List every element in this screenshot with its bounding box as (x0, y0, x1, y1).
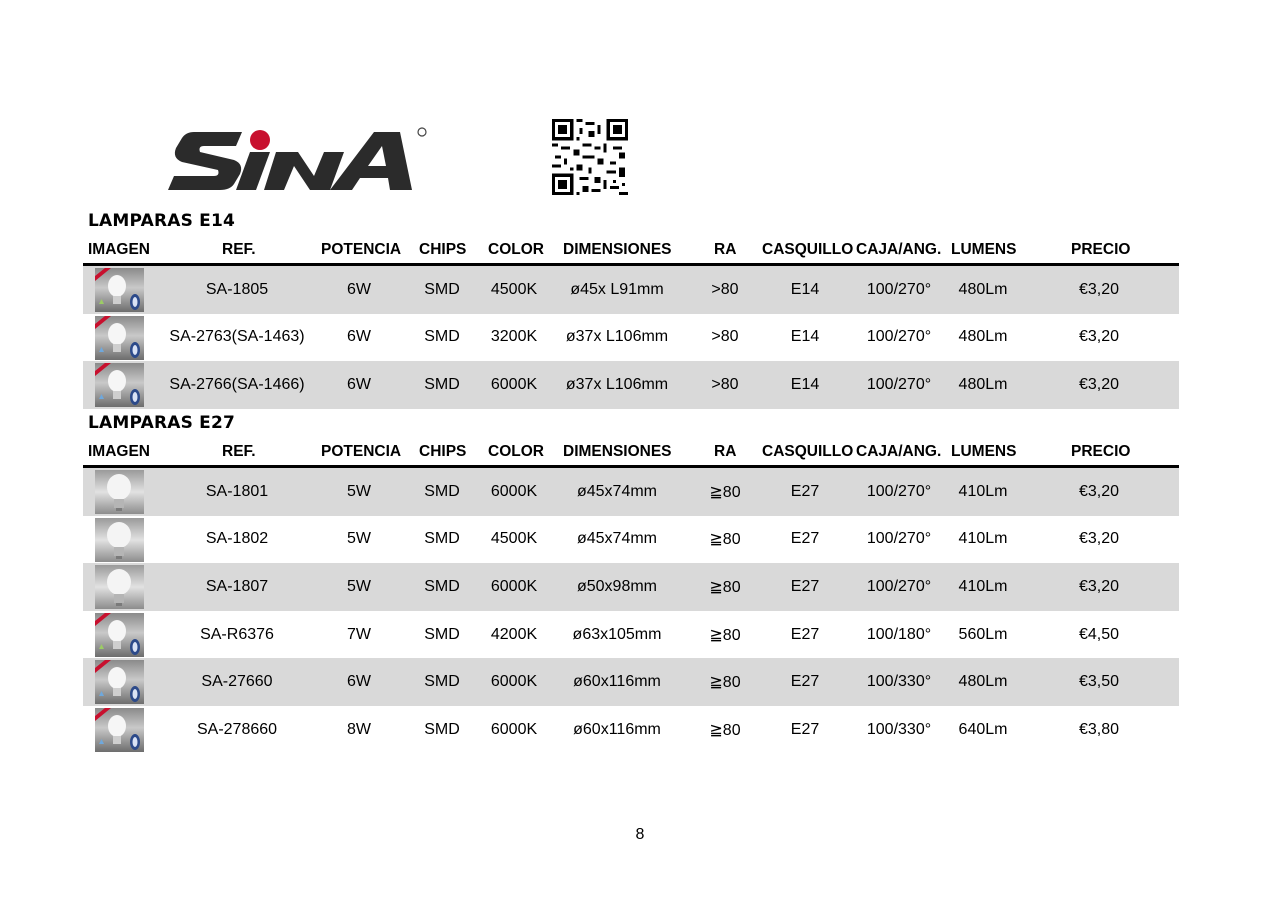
cell-ref: SA-1801 (205, 482, 269, 500)
section-title-e27: LAMPARAS E27 (88, 413, 236, 433)
cell-color: 3200K (490, 328, 538, 346)
cell-color: 6000K (490, 673, 538, 691)
column-header: IMAGEN (88, 241, 150, 258)
column-header: PRECIO (1071, 241, 1131, 258)
cell-potencia: 8W (347, 720, 371, 738)
cell-ra: ≧80 (709, 531, 741, 549)
cell-lumens: 480Lm (958, 673, 1008, 691)
cell-ref: SA-1805 (205, 280, 269, 298)
cell-ra: ≧80 (709, 674, 741, 692)
cell-dim: ø45x74mm (576, 482, 658, 500)
column-header: REF. (222, 241, 256, 258)
cell-dim: ø45x L91mm (570, 280, 664, 298)
cell-lumens: 640Lm (958, 720, 1008, 738)
table-row (83, 266, 1179, 314)
cell-chips: SMD (424, 720, 460, 738)
cell-ra: ≧80 (709, 721, 741, 739)
column-header: POTENCIA (321, 443, 402, 460)
cell-dim: ø50x98mm (576, 577, 658, 595)
product-thumbnail (95, 470, 144, 514)
cell-precio: €3,20 (1078, 482, 1120, 500)
cell-chips: SMD (424, 625, 460, 643)
cell-chips: SMD (424, 328, 460, 346)
cell-ref: SA-27660 (201, 673, 273, 691)
product-thumbnail (95, 363, 144, 407)
cell-color: 6000K (490, 720, 538, 738)
cell-potencia: 6W (347, 375, 371, 393)
cell-casquillo: E27 (790, 482, 820, 500)
cell-chips: SMD (424, 530, 460, 548)
cell-lumens: 410Lm (958, 482, 1008, 500)
cell-ref: SA-R6376 (200, 625, 274, 643)
cell-dim: ø37x L106mm (565, 328, 669, 346)
cell-caja: 100/270° (866, 482, 932, 500)
cell-precio: €3,80 (1078, 720, 1120, 738)
cell-casquillo: E27 (790, 673, 820, 691)
column-header: CHIPS (419, 241, 467, 258)
cell-chips: SMD (424, 673, 460, 691)
cell-caja: 100/270° (866, 328, 932, 346)
cell-chips: SMD (424, 482, 460, 500)
cell-potencia: 6W (347, 673, 371, 691)
product-thumbnail (95, 518, 144, 562)
cell-chips: SMD (424, 577, 460, 595)
table-row (83, 611, 1179, 659)
cell-precio: €3,50 (1078, 673, 1120, 691)
cell-casquillo: E27 (790, 720, 820, 738)
cell-potencia: 5W (347, 482, 371, 500)
cell-color: 4500K (490, 280, 538, 298)
column-header: POTENCIA (321, 241, 402, 258)
product-thumbnail (95, 268, 144, 312)
cell-ra: ≧80 (709, 578, 741, 596)
sina-logo (164, 124, 432, 194)
column-header: RA (714, 443, 737, 460)
cell-casquillo: E14 (790, 375, 820, 393)
cell-caja: 100/330° (866, 673, 932, 691)
cell-ref: SA-1802 (205, 530, 269, 548)
page-number: 8 (635, 826, 645, 843)
cell-potencia: 7W (347, 625, 371, 643)
cell-precio: €3,20 (1078, 530, 1120, 548)
product-thumbnail (95, 708, 144, 752)
cell-ref: SA-2766(SA-1466) (169, 375, 305, 393)
cell-chips: SMD (424, 280, 460, 298)
table-e27 (83, 443, 1179, 754)
cell-casquillo: E14 (790, 280, 820, 298)
cell-dim: ø45x74mm (576, 530, 658, 548)
cell-potencia: 5W (347, 577, 371, 595)
cell-casquillo: E27 (790, 625, 820, 643)
cell-casquillo: E27 (790, 530, 820, 548)
table-row (83, 516, 1179, 564)
table-e14 (83, 241, 1179, 409)
table-row (83, 468, 1179, 516)
cell-lumens: 410Lm (958, 577, 1008, 595)
cell-caja: 100/270° (866, 530, 932, 548)
cell-potencia: 5W (347, 530, 371, 548)
product-thumbnail (95, 565, 144, 609)
cell-dim: ø63x105mm (572, 625, 662, 643)
qr-code (552, 119, 628, 195)
cell-caja: 100/270° (866, 280, 932, 298)
cell-color: 6000K (490, 482, 538, 500)
cell-chips: SMD (424, 375, 460, 393)
cell-dim: ø37x L106mm (565, 375, 669, 393)
product-thumbnail (95, 613, 144, 657)
cell-ref: SA-1807 (205, 577, 269, 595)
cell-ra: >80 (711, 375, 739, 393)
table-row (83, 563, 1179, 611)
column-header: IMAGEN (88, 443, 150, 460)
cell-ref: SA-278660 (196, 720, 278, 738)
column-header: LUMENS (951, 443, 1017, 460)
table-header (83, 443, 1179, 468)
column-header: COLOR (488, 241, 544, 258)
product-thumbnail (95, 660, 144, 704)
cell-lumens: 480Lm (958, 280, 1008, 298)
column-header: DIMENSIONES (563, 241, 672, 258)
column-header: CAJA/ANG. (856, 241, 942, 258)
cell-ref: SA-2763(SA-1463) (169, 328, 305, 346)
cell-ra: ≧80 (709, 483, 741, 501)
table-row (83, 361, 1179, 409)
column-header: REF. (222, 443, 256, 460)
cell-potencia: 6W (347, 328, 371, 346)
column-header: CAJA/ANG. (856, 443, 942, 460)
cell-lumens: 560Lm (958, 625, 1008, 643)
cell-dim: ø60x116mm (573, 720, 661, 738)
table-header (83, 241, 1179, 266)
cell-color: 4200K (490, 625, 538, 643)
column-header: RA (714, 241, 737, 258)
column-header: CASQUILLO (762, 241, 854, 258)
column-header: LUMENS (951, 241, 1017, 258)
column-header: COLOR (488, 443, 544, 460)
cell-color: 6000K (490, 577, 538, 595)
cell-casquillo: E14 (790, 328, 820, 346)
cell-lumens: 410Lm (958, 530, 1008, 548)
column-header: DIMENSIONES (563, 443, 672, 460)
column-header: CASQUILLO (762, 443, 854, 460)
cell-dim: ø60x116mm (573, 673, 661, 691)
cell-precio: €3,20 (1078, 328, 1120, 346)
cell-caja: 100/270° (866, 375, 932, 393)
cell-precio: €3,20 (1078, 280, 1120, 298)
cell-lumens: 480Lm (958, 328, 1008, 346)
cell-caja: 100/180° (866, 625, 932, 643)
cell-ra: >80 (711, 328, 739, 346)
table-row (83, 706, 1179, 754)
cell-color: 4500K (490, 530, 538, 548)
table-row (83, 658, 1179, 706)
cell-casquillo: E27 (790, 577, 820, 595)
column-header: CHIPS (419, 443, 467, 460)
column-header: PRECIO (1071, 443, 1131, 460)
cell-precio: €3,20 (1078, 375, 1120, 393)
cell-precio: €4,50 (1078, 625, 1120, 643)
section-title-e14: LAMPARAS E14 (88, 211, 236, 231)
cell-potencia: 6W (347, 280, 371, 298)
cell-caja: 100/270° (866, 577, 932, 595)
product-thumbnail (95, 316, 144, 360)
cell-color: 6000K (490, 375, 538, 393)
cell-precio: €3,20 (1078, 577, 1120, 595)
cell-caja: 100/330° (866, 720, 932, 738)
cell-ra: >80 (711, 280, 739, 298)
table-row (83, 314, 1179, 362)
cell-lumens: 480Lm (958, 375, 1008, 393)
cell-ra: ≧80 (709, 626, 741, 644)
